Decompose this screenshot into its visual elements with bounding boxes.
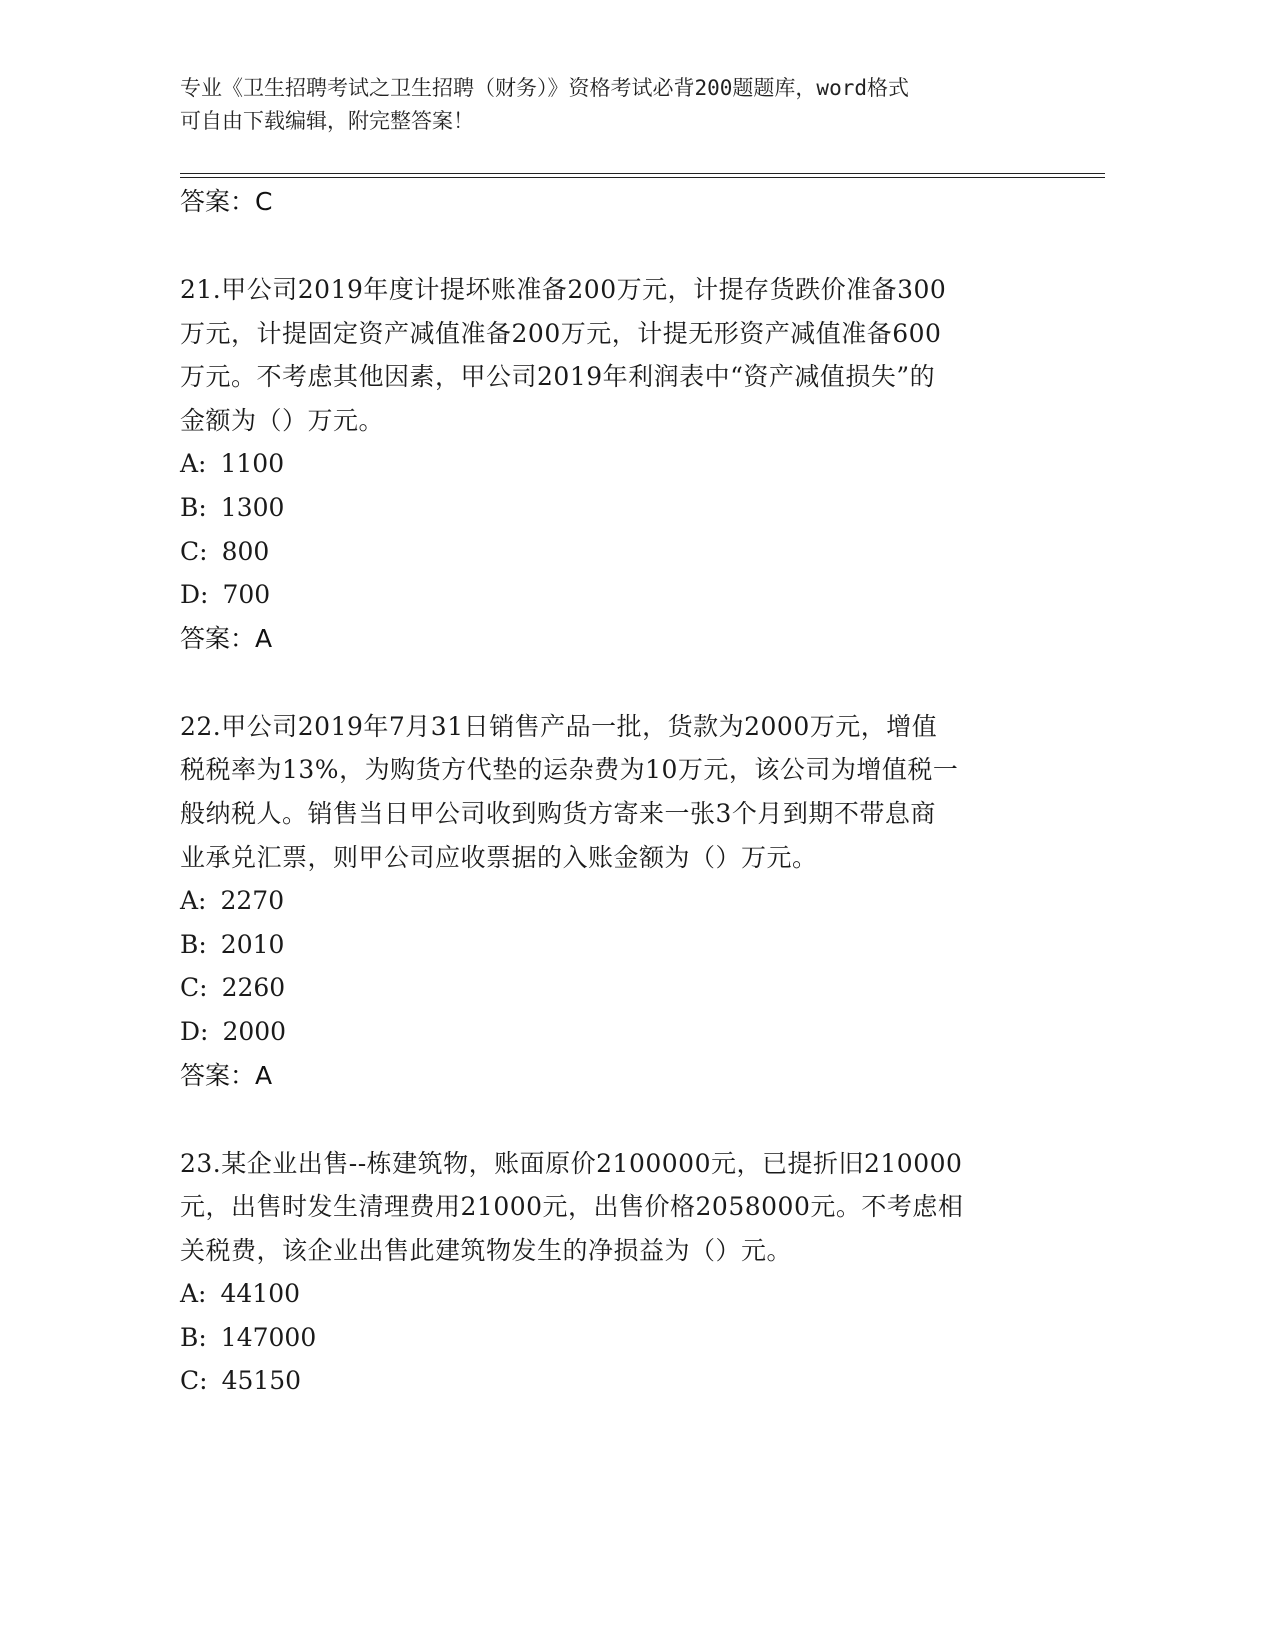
option-value: 45150 bbox=[221, 1366, 302, 1396]
option-a bbox=[180, 879, 1060, 923]
question-line: 万元。不考虑其他因素，甲公司2019年利润表中“资产减值损失”的 bbox=[180, 362, 936, 392]
option-key: B: bbox=[180, 1322, 207, 1352]
option-key: A: bbox=[180, 1279, 207, 1309]
option-key: D: bbox=[180, 1016, 209, 1046]
question-text bbox=[180, 1142, 1060, 1273]
option-key: B: bbox=[180, 929, 207, 959]
question-21 bbox=[180, 268, 1060, 661]
question-line: 关税费，该企业出售此建筑物发生的净损益为（）元。 bbox=[180, 1235, 793, 1265]
question-text bbox=[180, 268, 1060, 442]
option-value: 800 bbox=[221, 536, 270, 566]
header-divider-top bbox=[180, 173, 1105, 174]
question-line: 元，出售时发生清理费用21000元，出售价格2058000元。不考虑相 bbox=[180, 1192, 964, 1222]
option-key: A: bbox=[180, 886, 207, 916]
question-line: 21.甲公司2019年度计提坏账准备200万元，计提存货跌价准备300 bbox=[180, 275, 947, 304]
option-key: C: bbox=[180, 1366, 208, 1396]
option-key: B: bbox=[180, 492, 207, 522]
document-body bbox=[180, 180, 1060, 1403]
option-value: 2010 bbox=[220, 929, 285, 959]
answer-line: 答案：C bbox=[180, 187, 273, 216]
question-line: 税税率为13%，为购货方代垫的运杂费为10万元，该公司为增值税一 bbox=[180, 755, 959, 785]
header-line-2: 可自由下载编辑，附完整答案！ bbox=[180, 109, 474, 133]
option-value: 2000 bbox=[222, 1016, 287, 1046]
option-b bbox=[180, 923, 1060, 967]
question-line: 金额为（）万元。 bbox=[180, 405, 385, 435]
option-d bbox=[180, 573, 1060, 617]
option-value: 1100 bbox=[220, 449, 285, 479]
option-key: C: bbox=[180, 536, 208, 566]
question-line: 万元，计提固定资产减值准备200万元，计提无形资产减值准备600 bbox=[180, 318, 942, 348]
option-b bbox=[180, 486, 1060, 530]
option-value: 700 bbox=[222, 580, 271, 610]
option-key: C: bbox=[180, 973, 208, 1003]
question-text bbox=[180, 705, 1060, 879]
option-d bbox=[180, 1010, 1060, 1054]
question-line: 业承兑汇票，则甲公司应收票据的入账金额为（）万元。 bbox=[180, 842, 818, 872]
question-22 bbox=[180, 705, 1060, 1098]
answer-line: 答案：A bbox=[180, 1060, 273, 1090]
option-b bbox=[180, 1316, 1060, 1360]
option-c bbox=[180, 530, 1060, 574]
option-value: 2270 bbox=[220, 886, 285, 916]
document-header bbox=[180, 72, 1040, 138]
option-value: 1300 bbox=[220, 492, 285, 522]
option-key: A: bbox=[180, 449, 207, 479]
option-key: D: bbox=[180, 580, 209, 610]
option-c bbox=[180, 966, 1060, 1010]
option-value: 44100 bbox=[220, 1279, 301, 1309]
question-line: 般纳税人。销售当日甲公司收到购货方寄来一张3个月到期不带息商 bbox=[180, 798, 936, 828]
answer-line: 答案：A bbox=[180, 623, 273, 653]
option-value: 2260 bbox=[221, 973, 286, 1003]
option-c bbox=[180, 1359, 1060, 1403]
header-line-1: 专业《卫生招聘考试之卫生招聘（财务）》资格考试必背200题题库，word格式 bbox=[180, 76, 909, 100]
question-line: 23.某企业出售--栋建筑物，账面原价2100000元，已提折旧210000 bbox=[180, 1148, 963, 1178]
header-divider-bottom bbox=[180, 177, 1105, 178]
option-a bbox=[180, 1272, 1060, 1316]
question-line: 22.甲公司2019年7月31日销售产品一批，货款为2000万元，增值 bbox=[180, 711, 938, 741]
option-a bbox=[180, 442, 1060, 486]
option-value: 147000 bbox=[220, 1322, 317, 1352]
question-23 bbox=[180, 1142, 1060, 1404]
